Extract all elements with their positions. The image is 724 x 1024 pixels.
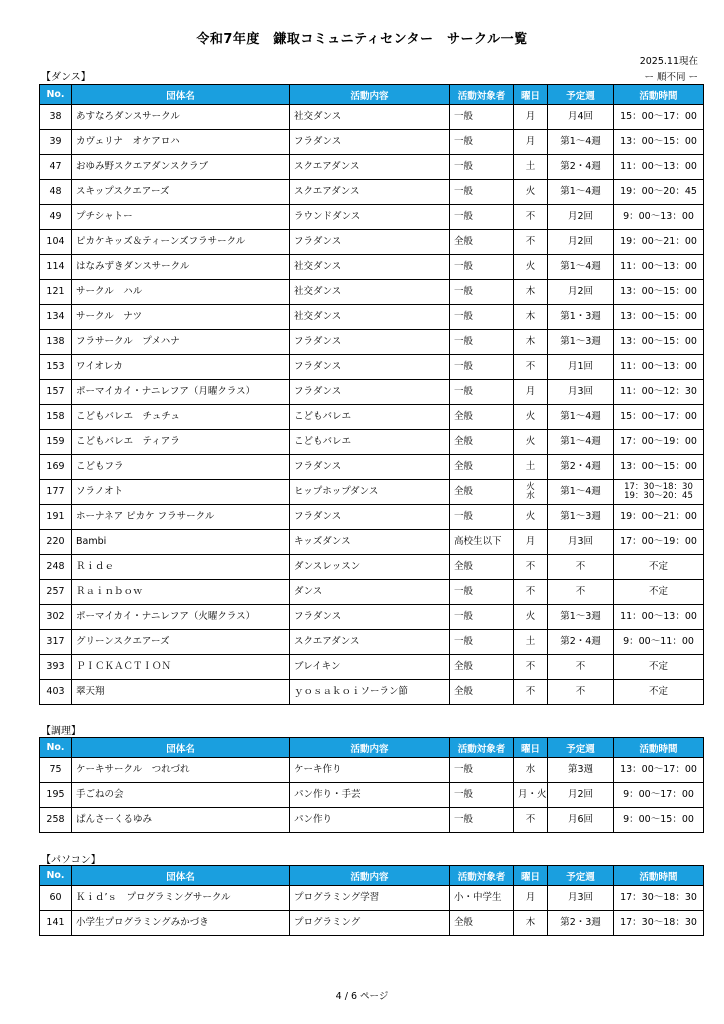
table-row (40, 330, 704, 355)
cell-week: 第2・3週 (548, 911, 614, 936)
cell-day: 木 (514, 305, 548, 330)
cell-week: 第1・3週 (548, 305, 614, 330)
section-label-pc: 【パソコン】 (41, 855, 101, 866)
cell-day: 水 (514, 758, 548, 783)
cell-group-name: ぱんさーくるゆみ (72, 808, 290, 833)
table-row (40, 530, 704, 555)
cell-target: 一般 (450, 783, 514, 808)
cell-no: 60 (40, 886, 72, 911)
table-row (40, 405, 704, 430)
cell-no: 138 (40, 330, 72, 355)
cell-week: 月1回 (548, 355, 614, 380)
cell-activity: ラウンドダンス (290, 205, 450, 230)
cell-time: 17：30〜18：30 (614, 886, 704, 911)
cell-week: 月2回 (548, 230, 614, 255)
cell-group-name: あすなろダンスサークル (72, 105, 290, 130)
cooking-table (39, 737, 704, 833)
cell-no: 49 (40, 205, 72, 230)
column-header: No. (40, 85, 72, 105)
cell-week: 不 (548, 580, 614, 605)
cell-target: 一般 (450, 155, 514, 180)
cell-activity: ｙｏｓａｋｏｉソーラン節 (290, 680, 450, 705)
column-header: 活動対象者 (450, 738, 514, 758)
cell-activity: 社交ダンス (290, 305, 450, 330)
cell-activity: ダンス (290, 580, 450, 605)
cell-target: 一般 (450, 130, 514, 155)
cell-day: 土 (514, 155, 548, 180)
column-header: 予定週 (548, 85, 614, 105)
table-row (40, 255, 704, 280)
cell-target: 一般 (450, 280, 514, 305)
cell-no: 248 (40, 555, 72, 580)
cell-day: 不 (514, 355, 548, 380)
cell-target: 一般 (450, 580, 514, 605)
cell-activity: ヒップホップダンス (290, 480, 450, 505)
table-row (40, 480, 704, 505)
cell-day: 火 (514, 430, 548, 455)
cell-group-name: ＰＩＣＫＡＣＴＩＯＮ (72, 655, 290, 680)
cell-week: 月6回 (548, 808, 614, 833)
as-of-date: 2025.11現在 (639, 56, 698, 67)
cell-group-name: おゆみ野スクエアダンスクラブ (72, 155, 290, 180)
cell-activity: フラダンス (290, 455, 450, 480)
cell-activity: フラダンス (290, 330, 450, 355)
cell-group-name: Bambi (72, 530, 290, 555)
cell-week: 月2回 (548, 280, 614, 305)
table-row (40, 783, 704, 808)
cell-target: 一般 (450, 605, 514, 630)
column-header: 曜日 (514, 738, 548, 758)
cell-day: 不 (514, 655, 548, 680)
section-label-cooking: 【調理】 (41, 726, 81, 737)
cell-no: 75 (40, 758, 72, 783)
cell-week: 第1〜4週 (548, 405, 614, 430)
cell-day: 土 (514, 630, 548, 655)
cell-day: 火 (514, 180, 548, 205)
table-row (40, 911, 704, 936)
cell-target: 一般 (450, 505, 514, 530)
cell-no: 169 (40, 455, 72, 480)
cell-time: 17：30〜18：30 (614, 911, 704, 936)
cell-day: 不 (514, 680, 548, 705)
cell-activity: フラダンス (290, 380, 450, 405)
cell-activity: フラダンス (290, 505, 450, 530)
cell-day: 土 (514, 455, 548, 480)
cell-target: 一般 (450, 105, 514, 130)
cell-time: 不定 (614, 580, 704, 605)
column-header: 予定週 (548, 866, 614, 886)
cell-day: 月 (514, 530, 548, 555)
cell-week: 第1〜3週 (548, 505, 614, 530)
cell-activity: 社交ダンス (290, 280, 450, 305)
cell-week: 第1〜3週 (548, 330, 614, 355)
column-header: No. (40, 866, 72, 886)
cell-day: 不 (514, 205, 548, 230)
column-header: 活動対象者 (450, 866, 514, 886)
column-header: 曜日 (514, 85, 548, 105)
cell-week: 第2・4週 (548, 155, 614, 180)
cell-day: 月 (514, 380, 548, 405)
pc-table (39, 865, 704, 936)
cell-group-name: グリーンスクエアーズ (72, 630, 290, 655)
cell-target: 一般 (450, 180, 514, 205)
cell-activity: フラダンス (290, 605, 450, 630)
cell-target: 一般 (450, 255, 514, 280)
column-header: 活動対象者 (450, 85, 514, 105)
cell-group-name: こどもバレエ ティアラ (72, 430, 290, 455)
cell-no: 121 (40, 280, 72, 305)
column-header: 活動時間 (614, 866, 704, 886)
table-row (40, 630, 704, 655)
cell-group-name: はなみずきダンスサークル (72, 255, 290, 280)
cell-group-name: ケーキサークル つれづれ (72, 758, 290, 783)
cell-group-name: 小学生プログラミングみかづき (72, 911, 290, 936)
cell-day: 不 (514, 808, 548, 833)
cell-week: 月2回 (548, 783, 614, 808)
column-header: 活動内容 (290, 85, 450, 105)
cell-activity: パン作り (290, 808, 450, 833)
cell-activity: フラダンス (290, 355, 450, 380)
column-header: 団体名 (72, 85, 290, 105)
column-header: 団体名 (72, 866, 290, 886)
cell-no: 317 (40, 630, 72, 655)
table-row (40, 105, 704, 130)
day-line-2: 水 (526, 491, 535, 501)
column-header: No. (40, 738, 72, 758)
table-row (40, 680, 704, 705)
cell-activity: ダンスレッスン (290, 555, 450, 580)
cell-day: 木 (514, 911, 548, 936)
cell-week: 第1〜4週 (548, 255, 614, 280)
section-label-dance: 【ダンス】 (41, 72, 91, 83)
cell-target: 全般 (450, 430, 514, 455)
table-row (40, 655, 704, 680)
cell-target: 一般 (450, 330, 514, 355)
column-header: 活動内容 (290, 738, 450, 758)
table-row (40, 886, 704, 911)
cell-activity: スクエアダンス (290, 630, 450, 655)
cell-day: 木 (514, 330, 548, 355)
cell-week: 第2・4週 (548, 455, 614, 480)
cell-target: 一般 (450, 205, 514, 230)
cell-group-name: 手ごねの会 (72, 783, 290, 808)
cell-time: 不定 (614, 680, 704, 705)
cell-no: 114 (40, 255, 72, 280)
cell-day: 不 (514, 580, 548, 605)
cell-target: 一般 (450, 380, 514, 405)
table-row (40, 758, 704, 783)
cell-week: 第3週 (548, 758, 614, 783)
table-row (40, 505, 704, 530)
cell-group-name: Ｒａｉｎｂｏｗ (72, 580, 290, 605)
cell-activity: プログラミング (290, 911, 450, 936)
cell-time: 13：00〜15：00 (614, 455, 704, 480)
table-row (40, 130, 704, 155)
cell-no: 257 (40, 580, 72, 605)
cell-time: 13：00〜15：00 (614, 330, 704, 355)
time-line-1: 17：30〜18：30 (624, 482, 693, 493)
cell-time: 13：00〜15：00 (614, 130, 704, 155)
cell-time: 不定 (614, 655, 704, 680)
day-line-1: 火 (526, 482, 535, 493)
cell-no: 39 (40, 130, 72, 155)
cell-group-name: Ｒｉｄｅ (72, 555, 290, 580)
cell-target: 全般 (450, 480, 514, 505)
cell-activity: こどもバレエ (290, 405, 450, 430)
cell-activity: フラダンス (290, 230, 450, 255)
cell-no: 220 (40, 530, 72, 555)
cell-time: 11：00〜13：00 (614, 355, 704, 380)
cell-day (514, 480, 548, 505)
cell-day: 月 (514, 130, 548, 155)
cell-week: 月3回 (548, 380, 614, 405)
cell-activity: フラダンス (290, 130, 450, 155)
cell-group-name: 翠天翔 (72, 680, 290, 705)
cell-time: 9：00〜11：00 (614, 630, 704, 655)
column-header: 活動時間 (614, 738, 704, 758)
column-header: 曜日 (514, 866, 548, 886)
cell-target: 一般 (450, 305, 514, 330)
cell-activity: 社交ダンス (290, 255, 450, 280)
cell-target: 全般 (450, 455, 514, 480)
cell-activity: スクエアダンス (290, 155, 450, 180)
cell-time: 17：00〜19：00 (614, 530, 704, 555)
cell-group-name: Ｋｉｄ’ｓ プログラミングサークル (72, 886, 290, 911)
cell-time: 13：00〜17：00 (614, 758, 704, 783)
cell-time: 11：00〜12：30 (614, 380, 704, 405)
cell-activity: キッズダンス (290, 530, 450, 555)
cell-no: 38 (40, 105, 72, 130)
time-line-2: 19：30〜20：45 (624, 491, 693, 501)
table-row (40, 180, 704, 205)
cell-activity: パン作り・手芸 (290, 783, 450, 808)
cell-week: 第1〜4週 (548, 430, 614, 455)
cell-day: 月・火 (514, 783, 548, 808)
cell-week: 月3回 (548, 886, 614, 911)
cell-target: 一般 (450, 630, 514, 655)
cell-time: 9：00〜17：00 (614, 783, 704, 808)
column-header: 団体名 (72, 738, 290, 758)
cell-no: 195 (40, 783, 72, 808)
cell-group-name: ホーナネア ピカケ フラサークル (72, 505, 290, 530)
cell-group-name: サークル ハル (72, 280, 290, 305)
cell-day: 木 (514, 280, 548, 305)
order-note: ー 順不同 ー (644, 72, 698, 83)
cell-target: 一般 (450, 355, 514, 380)
table-row (40, 230, 704, 255)
cell-time: 19：00〜21：00 (614, 505, 704, 530)
cell-activity: 社交ダンス (290, 105, 450, 130)
cell-time (614, 480, 704, 505)
column-header: 予定週 (548, 738, 614, 758)
cell-no: 153 (40, 355, 72, 380)
cell-day: 不 (514, 555, 548, 580)
cell-time: 17：00〜19：00 (614, 430, 704, 455)
cell-group-name: カヴェリナ オケアロハ (72, 130, 290, 155)
cell-no: 258 (40, 808, 72, 833)
cell-no: 177 (40, 480, 72, 505)
cell-week: 第1〜3週 (548, 605, 614, 630)
cell-target: 全般 (450, 655, 514, 680)
cell-time: 15：00〜17：00 (614, 105, 704, 130)
page-title: 令和7年度 鎌取コミュニティセンター サークル一覧 (196, 32, 528, 47)
cell-activity: ブレイキン (290, 655, 450, 680)
table-header-row (40, 85, 704, 105)
cell-no: 157 (40, 380, 72, 405)
cell-target: 高校生以下 (450, 530, 514, 555)
column-header: 活動時間 (614, 85, 704, 105)
table-header-row (40, 738, 704, 758)
cell-time: 13：00〜15：00 (614, 280, 704, 305)
cell-target: 全般 (450, 555, 514, 580)
cell-time: 11：00〜13：00 (614, 255, 704, 280)
cell-target: 小・中学生 (450, 886, 514, 911)
cell-group-name: ポーマイカイ・ナニレフア（火曜クラス） (72, 605, 290, 630)
cell-activity: プログラミング学習 (290, 886, 450, 911)
table-header-row (40, 866, 704, 886)
cell-group-name: フラサークル プメハナ (72, 330, 290, 355)
cell-group-name: ポーマイカイ・ナニレフア（月曜クラス） (72, 380, 290, 405)
cell-group-name: スキップスクエアーズ (72, 180, 290, 205)
cell-group-name: ソラノオト (72, 480, 290, 505)
table-row (40, 455, 704, 480)
table-row (40, 305, 704, 330)
cell-week: 不 (548, 555, 614, 580)
cell-day: 火 (514, 605, 548, 630)
cell-target: 一般 (450, 808, 514, 833)
cell-no: 159 (40, 430, 72, 455)
cell-time: 19：00〜20：45 (614, 180, 704, 205)
cell-no: 134 (40, 305, 72, 330)
cell-day: 火 (514, 505, 548, 530)
cell-time: 9：00〜13：00 (614, 205, 704, 230)
cell-no: 158 (40, 405, 72, 430)
cell-week: 第2・4週 (548, 630, 614, 655)
cell-group-name: こどもバレエ チュチュ (72, 405, 290, 430)
cell-no: 393 (40, 655, 72, 680)
cell-time: 13：00〜15：00 (614, 305, 704, 330)
cell-day: 月 (514, 105, 548, 130)
cell-time: 11：00〜13：00 (614, 155, 704, 180)
cell-activity: スクエアダンス (290, 180, 450, 205)
cell-day: 火 (514, 405, 548, 430)
cell-week: 不 (548, 655, 614, 680)
table-row (40, 605, 704, 630)
column-header: 活動内容 (290, 866, 450, 886)
cell-no: 104 (40, 230, 72, 255)
cell-week: 月3回 (548, 530, 614, 555)
cell-no: 48 (40, 180, 72, 205)
cell-day: 月 (514, 886, 548, 911)
table-row (40, 355, 704, 380)
table-row (40, 555, 704, 580)
cell-target: 全般 (450, 405, 514, 430)
dance-table (39, 84, 704, 705)
table-row (40, 205, 704, 230)
cell-week: 第1〜4週 (548, 130, 614, 155)
cell-week: 不 (548, 680, 614, 705)
table-row (40, 380, 704, 405)
table-row (40, 808, 704, 833)
cell-week: 第1〜4週 (548, 180, 614, 205)
cell-week: 月4回 (548, 105, 614, 130)
cell-week: 月2回 (548, 205, 614, 230)
table-row (40, 430, 704, 455)
cell-target: 全般 (450, 230, 514, 255)
cell-no: 403 (40, 680, 72, 705)
cell-time: 不定 (614, 555, 704, 580)
cell-group-name: ピカケキッズ＆ティーンズフラサークル (72, 230, 290, 255)
cell-day: 不 (514, 230, 548, 255)
cell-group-name: サークル ナツ (72, 305, 290, 330)
cell-group-name: ワイオレカ (72, 355, 290, 380)
cell-time: 11：00〜13：00 (614, 605, 704, 630)
cell-no: 302 (40, 605, 72, 630)
cell-no: 47 (40, 155, 72, 180)
cell-no: 141 (40, 911, 72, 936)
cell-time: 9：00〜15：00 (614, 808, 704, 833)
page-number: 4 / 6 ページ (335, 991, 389, 1002)
table-row (40, 580, 704, 605)
cell-target: 全般 (450, 911, 514, 936)
cell-time: 19：00〜21：00 (614, 230, 704, 255)
cell-no: 191 (40, 505, 72, 530)
cell-week: 第1〜4週 (548, 480, 614, 505)
cell-target: 全般 (450, 680, 514, 705)
cell-target: 一般 (450, 758, 514, 783)
cell-group-name: こどもフラ (72, 455, 290, 480)
cell-group-name: プチシャトー (72, 205, 290, 230)
table-row (40, 155, 704, 180)
cell-activity: こどもバレエ (290, 430, 450, 455)
cell-time: 15：00〜17：00 (614, 405, 704, 430)
table-row (40, 280, 704, 305)
cell-activity: ケーキ作り (290, 758, 450, 783)
cell-day: 火 (514, 255, 548, 280)
